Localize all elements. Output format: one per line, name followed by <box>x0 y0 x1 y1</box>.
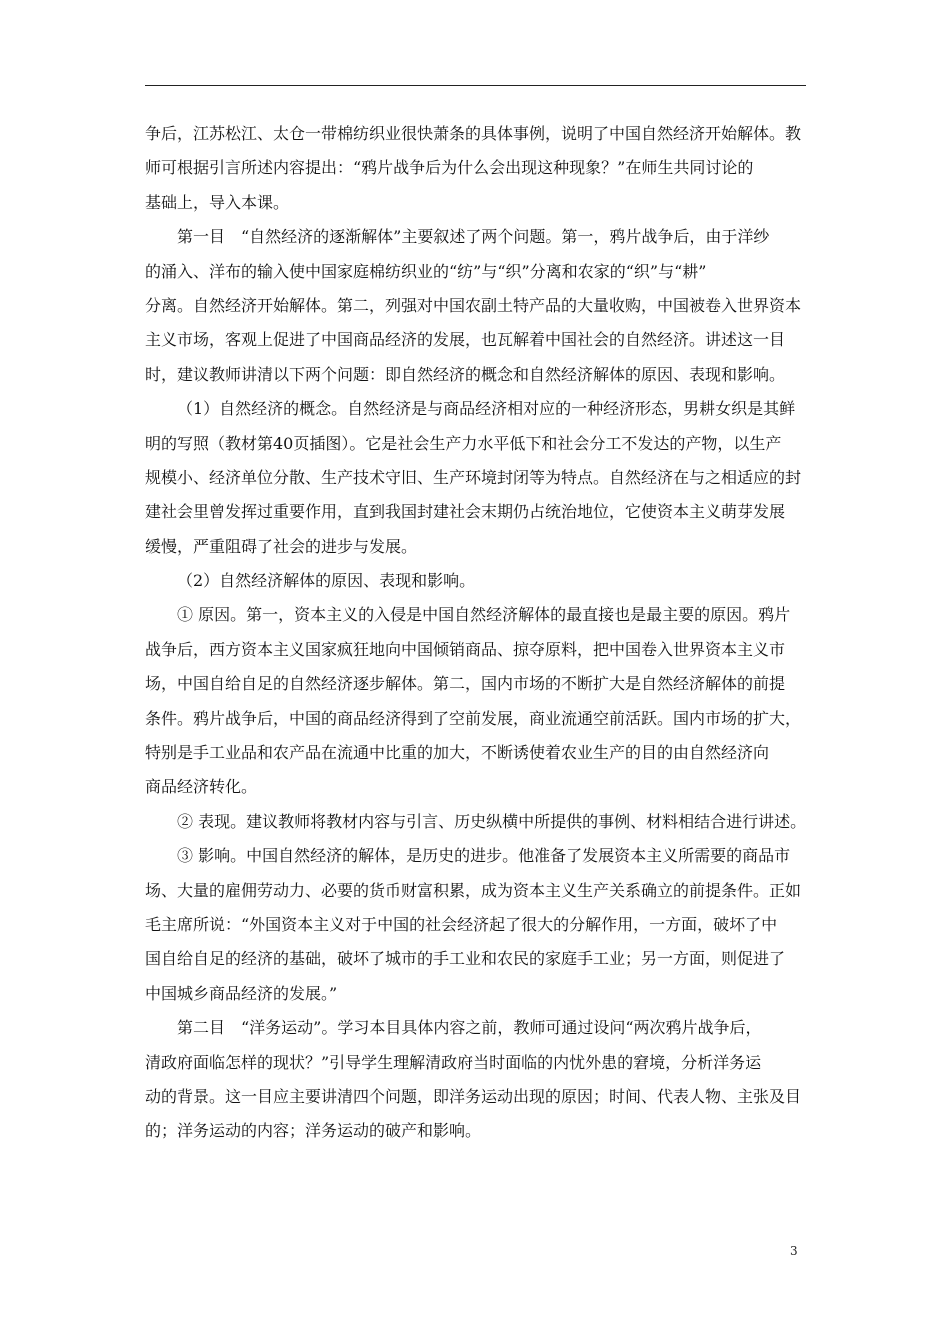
text-line: 商品经济转化。 <box>145 777 258 797</box>
text-line: 场、大量的雇佣劳动力、必要的货币财富积累，成为资本主义生产关系确立的前提条件。正如 <box>145 880 802 900</box>
text-line: 特别是手工业品和农产品在流通中比重的加大，不断诱使着农业生产的目的由自然经济向 <box>145 743 770 763</box>
text-line: 规模小、经济单位分散、生产技术守旧、生产环境封闭等为特点。自然经济在与之相适应的封 <box>145 467 802 487</box>
text-line: 条件。鸦片战争后，中国的商品经济得到了空前发展，商业流通空前活跃。国内市场的扩大， <box>145 708 802 728</box>
text-line: ③ 影响。中国自然经济的解体，是历史的进步。他准备了发展资本主义所需要的商品市 <box>177 846 791 866</box>
page-number: 3 <box>790 1244 798 1258</box>
text-line: 场，中国自给自足的自然经济逐步解体。第二，国内市场的不断扩大是自然经济解体的前提 <box>145 674 786 694</box>
text-line: 争后，江苏松江、太仓一带棉纺织业很快萧条的具体事例，说明了中国自然经济开始解体。教 <box>145 124 802 143</box>
text-line: 师可根据引言所述内容提出：“鸦片战争后为什么会出现这种现象？”在师生共同讨论的 <box>145 158 754 178</box>
text-line: （2）自然经济解体的原因、表现和影响。 <box>177 571 476 591</box>
text-line: 缓慢，严重阻碍了社会的进步与发展。 <box>145 536 418 556</box>
header-rule <box>145 85 806 86</box>
body-text <box>145 117 806 1149</box>
text-line: 时，建议教师讲清以下两个问题：即自然经济的概念和自然经济解体的原因、表现和影响。 <box>145 364 786 384</box>
text-line: 分离。自然经济开始解体。第二，列强对中国农副土特产品的大量收购，中国被卷入世界资本 <box>145 295 802 315</box>
text-line: 战争后，西方资本主义国家疯狂地向中国倾销商品、掠夺原料，把中国卷入世界资本主义市 <box>145 639 786 659</box>
text-line: ② 表现。建议教师将教材内容与引言、历史纵横中所提供的事例、材料相结合进行讲述。 <box>177 811 807 831</box>
text-line: 国自给自足的经济的基础，破坏了城市的手工业和农民的家庭手工业；另一方面，则促进了 <box>145 949 786 969</box>
text-line: 基础上，导入本课。 <box>145 192 290 212</box>
text-line: 的涌入、洋布的输入使中国家庭棉纺织业的“纺”与“织”分离和农家的“织”与“耕” <box>145 261 707 281</box>
text-line: 建社会里曾发挥过重要作用，直到我国封建社会末期仍占统治地位，它使资本主义萌芽发展 <box>145 502 786 522</box>
text-line: 清政府面临怎样的现状？”引导学生理解清政府当时面临的内忧外患的窘境，分析洋务运 <box>145 1052 762 1072</box>
text-line: 毛主席所说：“外国资本主义对于中国的社会经济起了很大的分解作用，一方面，破坏了中 <box>145 914 778 934</box>
text-line: 的；洋务运动的内容；洋务运动的破产和影响。 <box>145 1121 482 1141</box>
text-line: 中国城乡商品经济的发展。” <box>145 983 338 1003</box>
text-line: （1）自然经济的概念。自然经济是与商品经济相对应的一种经济形态，男耕女织是其鲜 <box>177 399 796 419</box>
text-line: 第二目 “洋务运动”。学习本目具体内容之前，教师可通过设问“两次鸦片战争后， <box>177 1018 762 1038</box>
text-line: 明的写照（教材第40页插图）。它是社会生产力水平低下和社会分工不发达的产物，以生产 <box>145 433 782 453</box>
text-line: 主义市场，客观上促进了中国商品经济的发展，也瓦解着中国社会的自然经济。讲述这一目 <box>145 330 786 350</box>
text-line: 动的背景。这一目应主要讲清四个问题，即洋务运动出现的原因；时间、代表人物、主张及目 <box>145 1086 802 1106</box>
text-line: 第一目 “自然经济的逐渐解体”主要叙述了两个问题。第一，鸦片战争后，由于洋纱 <box>177 227 770 247</box>
text-line: ① 原因。第一，资本主义的入侵是中国自然经济解体的最直接也是最主要的原因。鸦片 <box>177 605 791 625</box>
